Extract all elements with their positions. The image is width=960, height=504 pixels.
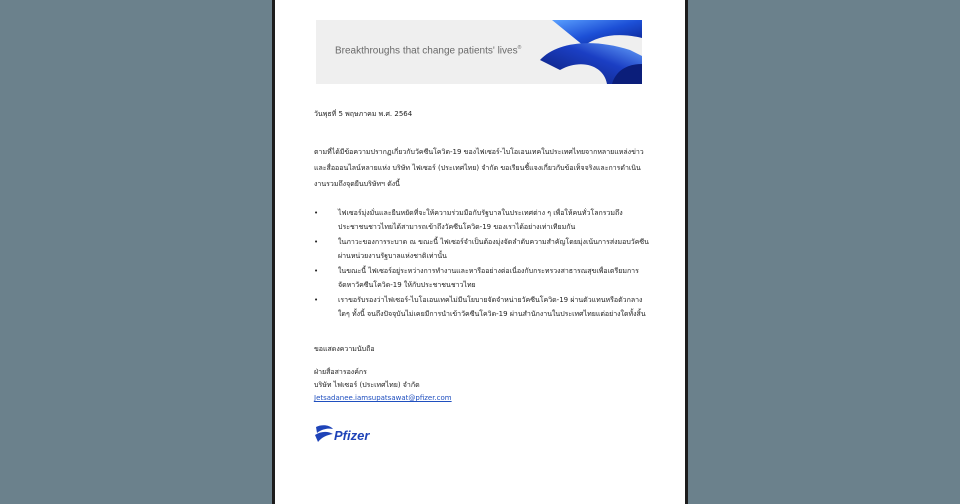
header-banner [316,20,642,84]
intro-paragraph: ตามที่ได้มีข้อความปรากฏเกี่ยวกับวัคซีนโควิด-19 ของไฟเซอร์-ไบโอเอนเทคในประเทศไทยจากหลายแหล่งข่าวและสื่อออนไลน์หลายแห่ง บริษัท ไฟเซอร์ (ประเทศไทย) จำกัด ขอเรียนชี้แจงเกี่ยวกับข้อเท็จจริงและการดำเนินงานรวมถึงจุดยืนบริษัทฯ ดังนี้ [314,148,644,188]
list-item: • ในภาวะของการระบาด ณ ขณะนี้ ไฟเซอร์จำเป็นต้องมุ่งจัดลำดับความสำคัญโดยมุ่งเน้นการส่งมอบวัคซีนผ่านหน่วยงานรัฐบาลแห่งชาติเท่านั้น [314,235,650,263]
banner-tagline: Breakthroughs that change patients' lives® [335,45,522,57]
pfizer-logo [314,423,374,447]
letter-date: วันพุธที่ 5 พฤษภาคม พ.ศ. 2564 [314,110,413,118]
signature-department: ฝ่ายสื่อสารองค์กร [314,368,367,376]
list-item: • ไฟเซอร์มุ่งมั่นและยืนหยัดที่จะให้ความร่วมมือกับรัฐบาลในประเทศต่าง ๆ เพื่อให้คนทั่วโลกรวมถึงประชาชนชาวไทยได้สามารถเข้าถึงวัคซีนโควิด-19 ของเราได้อย่างเท่าเทียมกัน [314,206,650,234]
bullet-icon: • [314,296,319,304]
brand-swirl-graphic [512,20,642,84]
bullet-icon: • [314,267,319,275]
closing-salutation: ขอแสดงความนับถือ [314,345,375,353]
logo-wordmark: Pfizer [334,428,370,443]
bullet-icon: • [314,209,319,217]
signature-block [314,366,452,405]
email-link[interactable]: Jetsadanee.iamsupatsawat@pfizer.com [314,394,452,402]
pfizer-logo-icon [314,424,334,446]
bullet-icon: • [314,238,319,246]
letter-page [275,0,685,504]
statement-list [314,206,650,322]
list-item: • ในขณะนี้ ไฟเซอร์อยู่ระหว่างการทำงานและหารืออย่างต่อเนื่องกับกระทรวงสาธารณสุขเพื่อเตรียมการจัดหาวัคซีนโควิด-19 ให้กับประชาชนชาวไทย [314,264,650,292]
signature-company: บริษัท ไฟเซอร์ (ประเทศไทย) จำกัด [314,381,420,389]
trademark-symbol: ® [517,45,522,51]
list-item: • เราขอรับรองว่าไฟเซอร์-ไบโอเอนเทคไม่มีนโยบายจัดจำหน่ายวัคซีนโควิด-19 ผ่านตัวแทนหรือตัวกลางใดๆ ทั้งนี้ จนถึงปัจจุบันไม่เคยมีการนำเข้าวัคซีนโควิด-19 ผ่านสำนักงานในประเทศไทยแต่อย่างใดทั้งสิ้น [314,293,650,321]
